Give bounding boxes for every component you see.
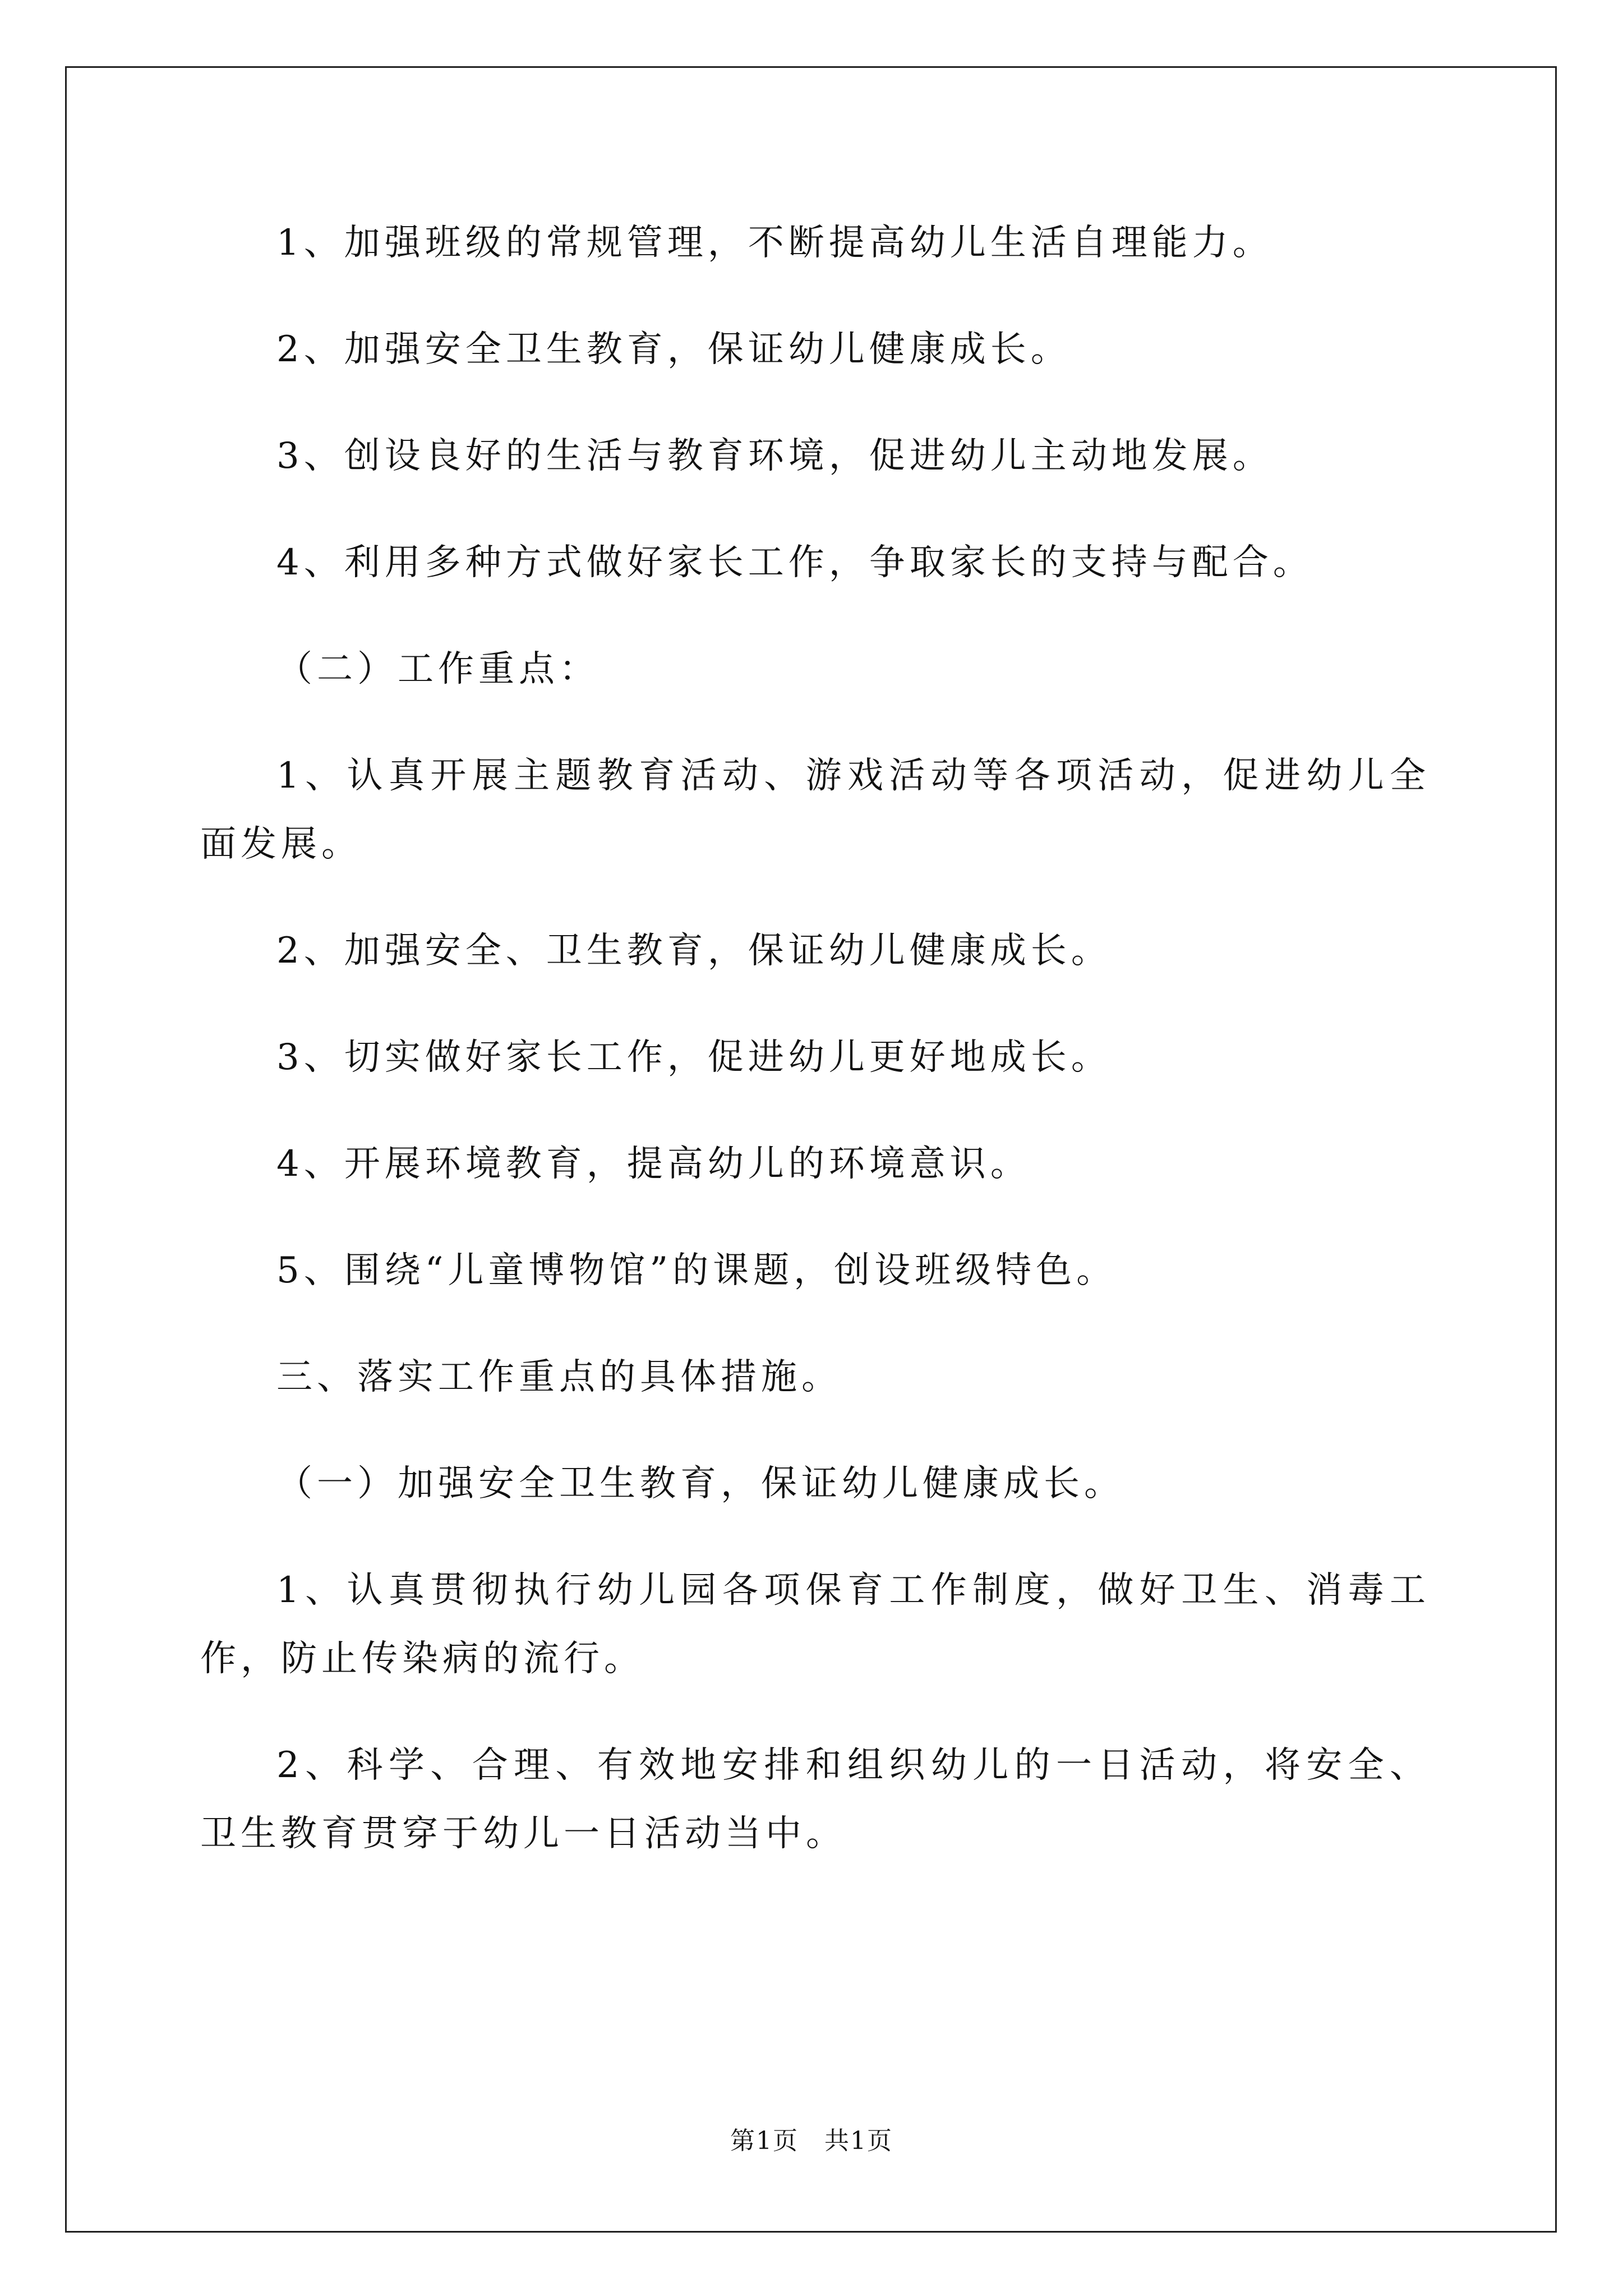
paragraph: 2、科学、合理、有效地安排和组织幼儿的一日活动，将安全、卫生教育贯穿于幼儿一日活动当中。 xyxy=(200,1745,1430,1855)
paragraph: 3、切实做好家长工作，促进幼儿更好地成长。 xyxy=(276,1037,1112,1078)
section-heading: （二）工作重点： xyxy=(276,648,600,690)
paragraph: 1、认真开展主题教育活动、游戏活动等各项活动，促进幼儿全面发展。 xyxy=(200,755,1430,865)
paragraph: 2、加强安全卫生教育，保证幼儿健康成长。 xyxy=(276,329,1071,370)
paragraph: 3、创设良好的生活与教育环境，促进幼儿主动地发展。 xyxy=(276,435,1273,477)
section-heading: （一）加强安全卫生教育，保证幼儿健康成长。 xyxy=(276,1463,1124,1504)
paragraph: 5、围绕“儿童博物馆”的课题，创设班级特色。 xyxy=(276,1250,1117,1291)
paragraph: 4、利用多种方式做好家长工作，争取家长的支持与配合。 xyxy=(276,542,1313,583)
section-heading: 三、落实工作重点的具体措施。 xyxy=(276,1356,842,1398)
paragraph: 1、认真贯彻执行幼儿园各项保育工作制度，做好卫生、消毒工作，防止传染病的流行。 xyxy=(200,1570,1430,1680)
page-number-footer: 第1页 共1页 xyxy=(730,2127,893,2155)
paragraph: 2、加强安全、卫生教育，保证幼儿健康成长。 xyxy=(276,930,1112,972)
document-body xyxy=(200,209,1430,1906)
paragraph: 4、开展环境教育，提高幼儿的环境意识。 xyxy=(276,1143,1031,1185)
paragraph: 1、加强班级的常规管理，不断提高幼儿生活自理能力。 xyxy=(276,222,1273,264)
